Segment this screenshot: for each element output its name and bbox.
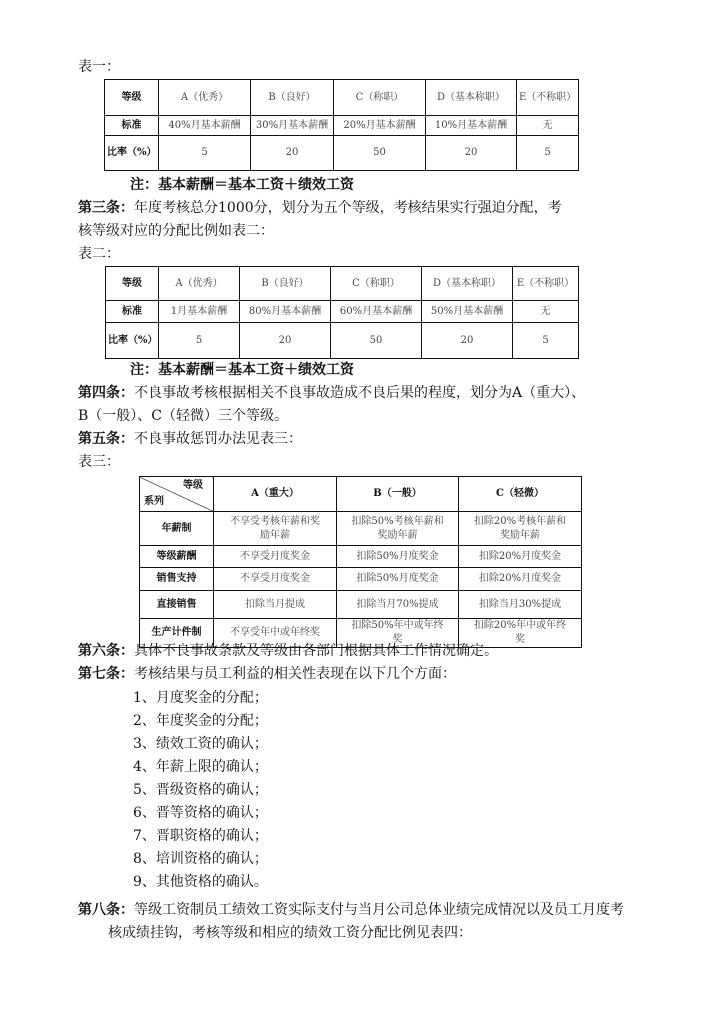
article3-label: 第三条： bbox=[78, 200, 134, 216]
row-header-cell: 比率（%） bbox=[105, 136, 159, 171]
table-cell: C（称职） bbox=[331, 267, 422, 301]
table3-caption: 表三： bbox=[78, 454, 120, 470]
table-row bbox=[140, 512, 582, 546]
table-row bbox=[106, 267, 579, 301]
list-item: 9、其他资格的确认。 bbox=[133, 874, 268, 890]
row-header-cell: 生产计件制 bbox=[140, 619, 214, 648]
table2-caption: 表二： bbox=[78, 246, 120, 262]
table-cell: 80%月基本薪酬 bbox=[240, 301, 331, 323]
table3-header: A（重大） bbox=[214, 477, 337, 512]
table-cell: 50 bbox=[334, 136, 426, 171]
table-cell: 扣除当月30%提成 bbox=[459, 591, 582, 619]
list-item: 6、晋等资格的确认； bbox=[133, 805, 268, 821]
row-header-cell: 等级薪酬 bbox=[140, 546, 214, 568]
list-item: 8、培训资格的确认； bbox=[133, 851, 268, 867]
table3-corner-bottom: 系列 bbox=[144, 496, 164, 507]
table-cell: 10%月基本薪酬 bbox=[426, 116, 517, 136]
table-row bbox=[140, 568, 582, 591]
table-cell: 扣除50%月度奖金 bbox=[337, 568, 459, 591]
table3-corner bbox=[140, 477, 214, 512]
table-cell: 5 bbox=[513, 323, 579, 359]
table-row bbox=[140, 591, 582, 619]
table-cell: 扣除20%月度奖金 bbox=[459, 568, 582, 591]
table-cell: 20 bbox=[240, 323, 331, 359]
article6-text: 具体不良事故条款及等级由各部门根据具体工作情况确定。 bbox=[134, 643, 498, 659]
list-item: 7、晋职资格的确认； bbox=[133, 828, 268, 844]
table-cell: A（优秀） bbox=[159, 80, 251, 116]
table-cell: D（基本称职） bbox=[426, 80, 517, 116]
table-cell: 无 bbox=[513, 301, 579, 323]
table-cell: E（不称职） bbox=[517, 80, 579, 116]
list-item: 3、绩效工资的确认； bbox=[133, 736, 268, 752]
table-cell: 20 bbox=[422, 323, 513, 359]
table-3 bbox=[139, 476, 582, 648]
article4-label: 第四条： bbox=[78, 385, 134, 401]
table-cell: E（不称职） bbox=[513, 267, 579, 301]
table-cell: 扣除当月提成 bbox=[214, 591, 337, 619]
table3-corner-top: 等级 bbox=[183, 480, 203, 491]
article6-label: 第六条： bbox=[78, 643, 134, 659]
row-header-cell: 标准 bbox=[106, 301, 159, 323]
row-header-cell: 销售支持 bbox=[140, 568, 214, 591]
article3-text-cont: 核等级对应的分配比例如表二： bbox=[78, 223, 274, 239]
table-cell: 5 bbox=[159, 323, 240, 359]
table-cell: 30%月基本薪酬 bbox=[251, 116, 334, 136]
table-cell: D（基本称职） bbox=[422, 267, 513, 301]
article5-label: 第五条： bbox=[78, 431, 134, 447]
table-cell: B（良好） bbox=[240, 267, 331, 301]
article5-text: 不良事故惩罚办法见表三： bbox=[134, 431, 302, 447]
table-cell: 20 bbox=[251, 136, 334, 171]
table-cell: 不享受年中或年终奖 bbox=[214, 619, 337, 648]
row-header-cell: 等级 bbox=[105, 80, 159, 116]
table-cell: 无 bbox=[517, 116, 579, 136]
table-cell: 扣除当月70%提成 bbox=[337, 591, 459, 619]
table-cell: 50%月基本薪酬 bbox=[422, 301, 513, 323]
row-header-cell: 标准 bbox=[105, 116, 159, 136]
table-cell: A（优秀） bbox=[159, 267, 240, 301]
table-row bbox=[105, 136, 579, 171]
table-row bbox=[140, 546, 582, 568]
table-cell: 20 bbox=[426, 136, 517, 171]
table-cell: 扣除50%年中或年终奖 bbox=[337, 619, 459, 648]
table2-note: 注：基本薪酬＝基本工资＋绩效工资 bbox=[130, 362, 354, 378]
table-cell: B（良好） bbox=[251, 80, 334, 116]
table-cell: 5 bbox=[159, 136, 251, 171]
table-cell: 50 bbox=[331, 323, 422, 359]
table-cell: 5 bbox=[517, 136, 579, 171]
table-cell: 20%月基本薪酬 bbox=[334, 116, 426, 136]
row-header-cell: 等级 bbox=[106, 267, 159, 301]
table-cell: 扣除50%月度奖金 bbox=[337, 546, 459, 568]
table3-header: B（一般） bbox=[337, 477, 459, 512]
table1-note: 注：基本薪酬＝基本工资＋绩效工资 bbox=[130, 177, 354, 193]
table-row bbox=[105, 116, 579, 136]
table3-header: C（轻微） bbox=[459, 477, 582, 512]
list-item: 1、月度奖金的分配； bbox=[133, 690, 268, 706]
article4-text: 不良事故考核根据相关不良事故造成不良后果的程度，划分为A（重大）、 bbox=[134, 385, 586, 401]
table-cell: 不享受月度奖金 bbox=[214, 546, 337, 568]
table-cell: 40%月基本薪酬 bbox=[159, 116, 251, 136]
row-header-cell: 直接销售 bbox=[140, 591, 214, 619]
table-cell: 不享受考核年薪和奖励年薪 bbox=[214, 512, 337, 546]
article7-label: 第七条： bbox=[78, 666, 134, 682]
table-row bbox=[106, 323, 579, 359]
table-cell: 60%月基本薪酬 bbox=[331, 301, 422, 323]
list-item: 4、年薪上限的确认； bbox=[133, 759, 268, 775]
article4-text-cont: B（一般）、C（轻微）三个等级。 bbox=[78, 408, 288, 424]
row-header-cell: 年薪制 bbox=[140, 512, 214, 546]
article8-text-cont: 核成绩挂钩，考核等级和相应的绩效工资分配比例见表四： bbox=[108, 925, 472, 941]
table1-caption: 表一： bbox=[78, 59, 120, 75]
table-row bbox=[105, 80, 579, 116]
row-header-cell: 比率（%） bbox=[106, 323, 159, 359]
article8-text: 等级工资制员工绩效工资实际支付与当月公司总体业绩完成情况以及员工月度考 bbox=[134, 902, 624, 918]
list-item: 5、晋级资格的确认； bbox=[133, 782, 268, 798]
table-cell: C（称职） bbox=[334, 80, 426, 116]
list-item: 2、年度奖金的分配； bbox=[133, 713, 268, 729]
table-cell: 扣除20%年中或年终奖 bbox=[459, 619, 582, 648]
table-cell: 扣除20%月度奖金 bbox=[459, 546, 582, 568]
table-cell: 扣除20%考核年薪和奖励年薪 bbox=[459, 512, 582, 546]
table-1 bbox=[104, 79, 579, 171]
article3-text: 年度考核总分1000分，划分为五个等级，考核结果实行强迫分配，考 bbox=[134, 200, 562, 216]
article8-label: 第八条： bbox=[78, 902, 134, 918]
article7-text: 考核结果与员工利益的相关性表现在以下几个方面： bbox=[134, 666, 456, 682]
table-2 bbox=[105, 266, 579, 359]
table-row bbox=[106, 301, 579, 323]
table-cell: 1月基本薪酬 bbox=[159, 301, 240, 323]
table-cell: 扣除50%考核年薪和奖励年薪 bbox=[337, 512, 459, 546]
table-cell: 不享受月度奖金 bbox=[214, 568, 337, 591]
